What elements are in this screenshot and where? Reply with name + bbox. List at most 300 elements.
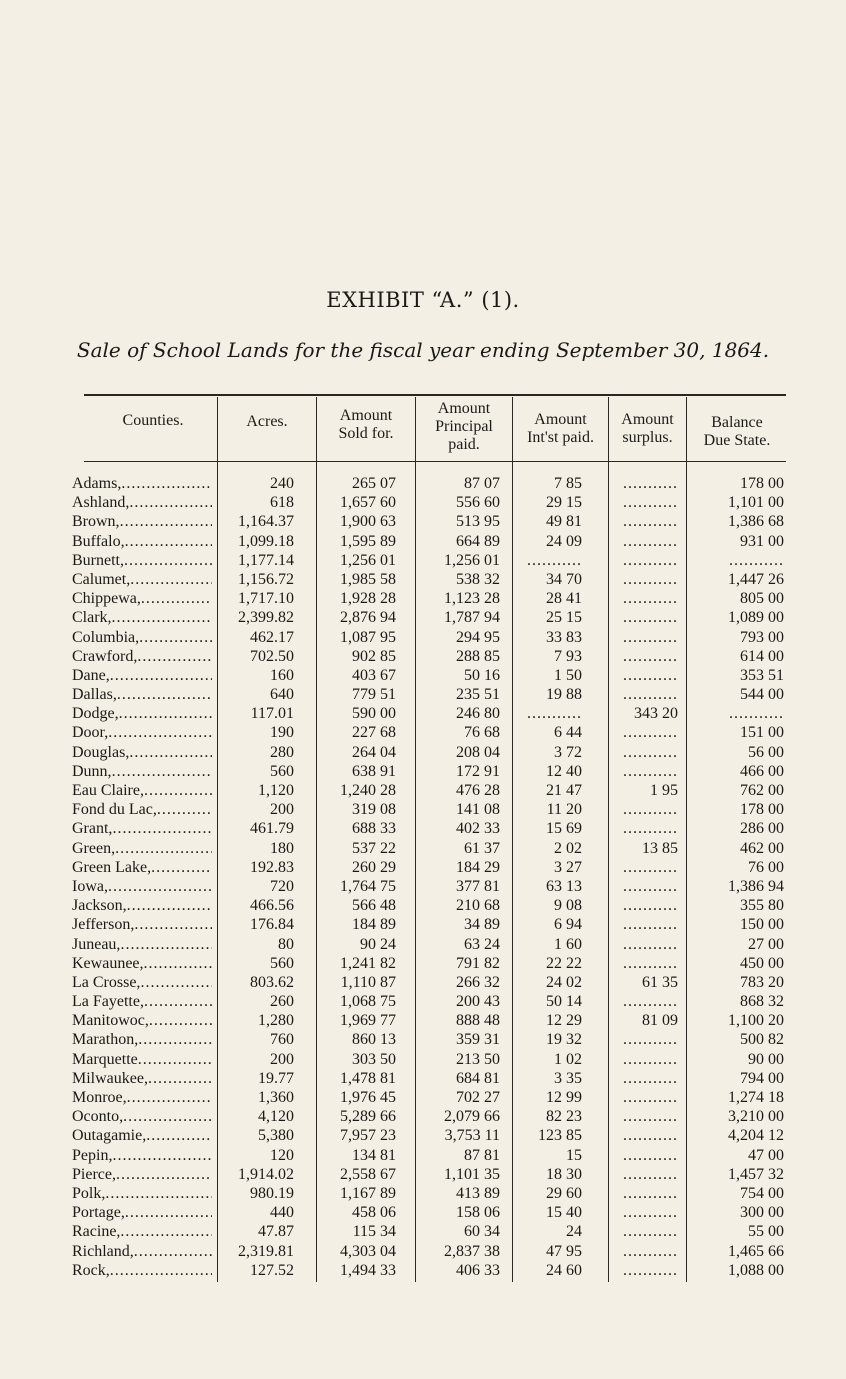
cell-acres: 560 <box>270 954 294 972</box>
cell-balance: 1,457 32 <box>728 1165 784 1183</box>
cell-interest: 19 32 <box>546 1031 582 1049</box>
cell-sold: 590 00 <box>352 705 396 723</box>
table-row <box>0 474 846 493</box>
cell-interest: 15 69 <box>546 820 582 838</box>
cell-acres: 1,280 <box>258 1012 294 1030</box>
table-row <box>0 896 846 915</box>
cell-sold: 1,240 28 <box>340 782 396 799</box>
cell-surplus <box>623 877 678 896</box>
exhibit-title: EXHIBIT “A.” (1). <box>326 288 520 312</box>
cell-acres: 1,164.37 <box>238 513 294 531</box>
cell-interest: 15 40 <box>546 1204 582 1222</box>
cell-sold: 184 89 <box>352 916 396 934</box>
table-row <box>0 1126 846 1145</box>
cell-surplus <box>623 551 678 570</box>
cell-county: Polk, ..... <box>72 1184 212 1203</box>
cell-sold: 688 33 <box>352 820 396 838</box>
cell-surplus <box>623 532 678 551</box>
table-row <box>0 1011 846 1030</box>
cell-balance: 544 00 <box>740 686 784 704</box>
cell-principal: 87 07 <box>464 475 500 492</box>
cell-acres: 1,914.02 <box>238 1165 294 1183</box>
cell-sold: 566 48 <box>352 897 396 915</box>
cell-balance: 55 00 <box>748 1223 784 1241</box>
cell-acres: 190 <box>270 724 294 742</box>
cell-surplus <box>623 685 678 704</box>
cell-principal: 76 68 <box>464 724 500 742</box>
cell-acres: 240 <box>270 475 294 492</box>
cell-surplus <box>623 935 678 954</box>
cell-balance: 462 00 <box>740 839 784 857</box>
cell-principal: 1,787 94 <box>444 609 500 627</box>
cell-county: Dunn, ..... <box>72 762 212 781</box>
table-row <box>0 954 846 973</box>
cell-surplus <box>623 628 678 647</box>
cell-county: Oconto, ..... <box>72 1107 212 1126</box>
cell-interest: 22 22 <box>546 954 582 972</box>
cell-county: Dane, ..... <box>72 666 212 685</box>
cell-acres: 1,156.72 <box>238 570 294 588</box>
cell-sold: 1,241 82 <box>340 954 396 972</box>
cell-interest: 7 93 <box>554 647 582 665</box>
cell-principal: 288 85 <box>456 647 500 665</box>
cell-county: Green Lake, ..... <box>72 858 212 877</box>
cell-sold: 1,068 75 <box>340 993 396 1011</box>
cell-sold: 902 85 <box>352 647 396 665</box>
cell-county: Monroe, ..... <box>72 1088 212 1107</box>
cell-county: Grant, ..... <box>72 819 212 838</box>
cell-acres: 4,120 <box>258 1108 294 1126</box>
cell-sold: 265 07 <box>352 475 396 492</box>
cell-interest: 3 72 <box>554 743 582 761</box>
cell-county: Pepin, ..... <box>72 1146 212 1165</box>
table-row <box>0 608 846 627</box>
cell-county: Adams, ..... <box>72 474 212 493</box>
table-row <box>0 1107 846 1126</box>
cell-acres: 1,360 <box>258 1089 294 1106</box>
cell-balance: 1,386 94 <box>728 877 784 895</box>
cell-sold: 303 50 <box>352 1050 396 1068</box>
cell-sold: 2,876 94 <box>340 609 396 627</box>
table-row <box>0 877 846 896</box>
cell-surplus <box>623 1146 678 1165</box>
cell-interest <box>527 704 582 723</box>
cell-principal: 208 04 <box>456 743 500 761</box>
table-row <box>0 685 846 704</box>
table-row <box>0 1146 846 1165</box>
cell-interest: 12 99 <box>546 1089 582 1106</box>
cell-balance: 56 00 <box>748 743 784 761</box>
cell-principal: 2,837 38 <box>444 1242 500 1260</box>
cell-county: Crawford, ..... <box>72 647 212 666</box>
cell-sold: 638 91 <box>352 762 396 780</box>
cell-balance: 178 00 <box>740 801 784 819</box>
cell-balance: 783 20 <box>740 973 784 991</box>
cell-sold: 1,595 89 <box>340 532 396 550</box>
cell-principal: 402 33 <box>456 820 500 838</box>
cell-sold: 779 51 <box>352 686 396 704</box>
cell-principal: 235 51 <box>456 686 500 704</box>
table-row <box>0 1165 846 1184</box>
cell-balance: 466 00 <box>740 762 784 780</box>
cell-surplus <box>623 992 678 1011</box>
cell-acres: 1,099.18 <box>238 532 294 550</box>
cell-principal: 1,101 35 <box>444 1165 500 1183</box>
cell-surplus: 81 09 <box>642 1012 678 1030</box>
cell-county: Columbia, ..... <box>72 628 212 647</box>
cell-interest: 3 35 <box>554 1069 582 1087</box>
table-row <box>0 512 846 531</box>
cell-interest: 123 85 <box>538 1127 582 1145</box>
cell-interest: 24 <box>566 1223 582 1241</box>
cell-county: Chippewa, ..... <box>72 589 212 608</box>
table-row <box>0 781 846 800</box>
cell-interest: 12 40 <box>546 762 582 780</box>
cell-balance: 355 80 <box>740 897 784 915</box>
cell-acres: 702.50 <box>250 647 294 665</box>
cell-balance: 76 00 <box>748 858 784 876</box>
header-amount-sold: Amount Sold for. <box>338 407 394 442</box>
cell-principal: 87 81 <box>464 1146 500 1164</box>
cell-surplus <box>623 1165 678 1184</box>
cell-acres: 2,399.82 <box>238 609 294 627</box>
header-amount-principal: Amount Principal paid. <box>435 400 493 453</box>
cell-principal: 684 81 <box>456 1069 500 1087</box>
cell-acres: 120 <box>270 1146 294 1164</box>
cell-surplus <box>623 1184 678 1203</box>
cell-acres: 462.17 <box>250 628 294 646</box>
cell-interest: 2 02 <box>554 839 582 857</box>
cell-surplus <box>623 954 678 973</box>
cell-principal: 791 82 <box>456 954 500 972</box>
table-row <box>0 839 846 858</box>
cell-acres: 260 <box>270 993 294 1011</box>
cell-surplus: 1 95 <box>650 782 678 799</box>
cell-sold: 134 81 <box>352 1146 396 1164</box>
cell-acres: 560 <box>270 762 294 780</box>
cell-interest: 1 50 <box>554 666 582 684</box>
cell-sold: 1,110 87 <box>340 973 396 991</box>
cell-surplus <box>623 647 678 666</box>
cell-interest: 6 44 <box>554 724 582 742</box>
cell-acres: 1,177.14 <box>238 551 294 569</box>
cell-surplus <box>623 1242 678 1261</box>
table-row <box>0 493 846 512</box>
cell-acres: 47.87 <box>258 1223 294 1241</box>
cell-acres: 640 <box>270 686 294 704</box>
table-row <box>0 935 846 954</box>
cell-sold: 1,764 75 <box>340 877 396 895</box>
cell-principal: 888 48 <box>456 1012 500 1030</box>
table-row <box>0 666 846 685</box>
cell-sold: 1,167 89 <box>340 1184 396 1202</box>
cell-balance: 614 00 <box>740 647 784 665</box>
cell-sold: 2,558 67 <box>340 1165 396 1183</box>
cell-surplus <box>623 896 678 915</box>
table-row <box>0 1261 846 1280</box>
cell-sold: 1,256 01 <box>340 551 396 569</box>
cell-acres: 440 <box>270 1204 294 1222</box>
cell-sold: 1,900 63 <box>340 513 396 531</box>
cell-county: Ashland, ..... <box>72 493 212 512</box>
cell-acres: 466.56 <box>250 897 294 915</box>
cell-principal: 1,256 01 <box>444 551 500 569</box>
cell-acres: 127.52 <box>250 1261 294 1279</box>
table-body <box>0 474 846 1280</box>
cell-interest: 47 95 <box>546 1242 582 1260</box>
cell-acres: 200 <box>270 1050 294 1068</box>
cell-principal: 538 32 <box>456 570 500 588</box>
cell-county: Door, ..... <box>72 723 212 742</box>
cell-interest: 29 60 <box>546 1184 582 1202</box>
header-amount-surplus: Amount surplus. <box>621 411 674 446</box>
cell-sold: 1,928 28 <box>340 590 396 608</box>
cell-county: Fond du Lac, ..... <box>72 800 212 819</box>
cell-county: Manitowoc, ..... <box>72 1011 212 1030</box>
cell-surplus <box>623 1050 678 1069</box>
cell-county: Jackson, ..... <box>72 896 212 915</box>
table-row <box>0 589 846 608</box>
cell-county: Dallas, ..... <box>72 685 212 704</box>
cell-balance <box>729 551 784 570</box>
cell-surplus <box>623 1030 678 1049</box>
cell-interest: 3 27 <box>554 858 582 876</box>
cell-principal: 61 37 <box>464 839 500 857</box>
cell-county: Burnett, ..... <box>72 551 212 570</box>
cell-interest <box>527 551 582 570</box>
cell-principal: 34 89 <box>464 916 500 934</box>
cell-interest: 28 41 <box>546 590 582 608</box>
cell-surplus: 13 85 <box>642 839 678 857</box>
cell-surplus <box>623 915 678 934</box>
cell-balance: 300 00 <box>740 1204 784 1222</box>
cell-county: Dodge, ..... <box>72 704 212 723</box>
cell-balance: 868 32 <box>740 993 784 1011</box>
header-bottom-rule <box>84 461 786 462</box>
cell-sold: 115 34 <box>352 1223 396 1241</box>
cell-surplus <box>623 1107 678 1126</box>
table-top-rule <box>84 394 786 396</box>
cell-principal: 406 33 <box>456 1261 500 1279</box>
table-row <box>0 762 846 781</box>
cell-interest: 29 15 <box>546 494 582 512</box>
cell-county: Racine, ..... <box>72 1222 212 1241</box>
cell-principal: 172 91 <box>456 762 500 780</box>
table-row <box>0 551 846 570</box>
table-row <box>0 1050 846 1069</box>
cell-acres: 117.01 <box>250 705 294 723</box>
cell-balance: 805 00 <box>740 590 784 608</box>
cell-surplus <box>623 1261 678 1280</box>
table-row <box>0 1242 846 1261</box>
cell-surplus <box>623 570 678 589</box>
cell-balance: 762 00 <box>740 782 784 799</box>
cell-principal: 3,753 11 <box>444 1127 500 1145</box>
cell-balance: 500 82 <box>740 1031 784 1049</box>
cell-surplus <box>623 1069 678 1088</box>
table-row <box>0 532 846 551</box>
cell-interest: 6 94 <box>554 916 582 934</box>
cell-county: La Fayette, ..... <box>72 992 212 1011</box>
table-row <box>0 973 846 992</box>
cell-county: Green, ..... <box>72 839 212 858</box>
cell-surplus <box>623 589 678 608</box>
cell-balance: 931 00 <box>740 532 784 550</box>
cell-balance: 1,089 00 <box>728 609 784 627</box>
header-amount-interest: Amount Int'st paid. <box>527 411 594 446</box>
table-row <box>0 1184 846 1203</box>
cell-acres: 461.79 <box>250 820 294 838</box>
cell-interest: 82 23 <box>546 1108 582 1126</box>
cell-interest: 1 60 <box>554 935 582 953</box>
cell-county: Calumet, ..... <box>72 570 212 589</box>
cell-county: Marathon, ..... <box>72 1030 212 1049</box>
cell-interest: 24 02 <box>546 973 582 991</box>
cell-principal: 141 08 <box>456 801 500 819</box>
cell-principal: 2,079 66 <box>444 1108 500 1126</box>
cell-sold: 1,478 81 <box>340 1069 396 1087</box>
cell-acres: 180 <box>270 839 294 857</box>
cell-county: Brown, ..... <box>72 512 212 531</box>
cell-balance: 1,088 00 <box>728 1261 784 1279</box>
cell-acres: 720 <box>270 877 294 895</box>
cell-county: Jefferson, ..... <box>72 915 212 934</box>
cell-acres: 980.19 <box>250 1184 294 1202</box>
cell-acres: 80 <box>278 935 294 953</box>
cell-balance: 754 00 <box>740 1184 784 1202</box>
cell-balance: 1,101 00 <box>728 494 784 512</box>
cell-county: Juneau, ..... <box>72 935 212 954</box>
cell-principal: 556 60 <box>456 494 500 512</box>
cell-interest: 33 83 <box>546 628 582 646</box>
cell-surplus: 343 20 <box>634 705 678 723</box>
cell-acres: 192.83 <box>250 858 294 876</box>
cell-sold: 1,969 77 <box>340 1012 396 1030</box>
cell-county: Douglas, ..... <box>72 743 212 762</box>
cell-interest: 25 15 <box>546 609 582 627</box>
cell-interest: 24 60 <box>546 1261 582 1279</box>
cell-interest: 21 47 <box>546 782 582 799</box>
cell-acres: 760 <box>270 1031 294 1049</box>
cell-sold: 90 24 <box>360 935 396 953</box>
cell-county: Marquette ..... <box>72 1050 212 1069</box>
cell-principal: 266 32 <box>456 973 500 991</box>
cell-balance: 1,100 20 <box>728 1012 784 1030</box>
cell-sold: 4,303 04 <box>340 1242 396 1260</box>
cell-interest: 49 81 <box>546 513 582 531</box>
header-counties: Counties. <box>122 412 184 429</box>
cell-acres: 160 <box>270 666 294 684</box>
cell-principal: 213 50 <box>456 1050 500 1068</box>
cell-interest: 18 30 <box>546 1165 582 1183</box>
table-row <box>0 1030 846 1049</box>
cell-sold: 403 67 <box>352 666 396 684</box>
cell-acres: 19.77 <box>258 1069 294 1087</box>
cell-balance: 1,465 66 <box>728 1242 784 1260</box>
cell-surplus <box>623 1126 678 1145</box>
cell-balance: 793 00 <box>740 628 784 646</box>
cell-surplus <box>623 1203 678 1222</box>
table-subtitle: Sale of School Lands for the fiscal year ending September 30, 1864. <box>76 338 770 362</box>
cell-balance: 4,204 12 <box>728 1127 784 1145</box>
cell-county: Richland, ..... <box>72 1242 212 1261</box>
cell-sold: 537 22 <box>352 839 396 857</box>
cell-sold: 1,976 45 <box>340 1089 396 1106</box>
table-row <box>0 743 846 762</box>
cell-balance: 151 00 <box>740 724 784 742</box>
cell-county: La Crosse, ..... <box>72 973 212 992</box>
cell-balance: 286 00 <box>740 820 784 838</box>
cell-sold: 1,657 60 <box>340 494 396 512</box>
cell-balance: 90 00 <box>748 1050 784 1068</box>
cell-interest: 24 09 <box>546 532 582 550</box>
table-row <box>0 628 846 647</box>
cell-principal: 60 34 <box>464 1223 500 1241</box>
cell-county: Clark, ..... <box>72 608 212 627</box>
cell-county: Outagamie, ..... <box>72 1126 212 1145</box>
cell-county: Portage, ..... <box>72 1203 212 1222</box>
cell-acres: 280 <box>270 743 294 761</box>
cell-county: Rock, ..... <box>72 1261 212 1280</box>
cell-surplus: 61 35 <box>642 973 678 991</box>
cell-acres: 1,120 <box>258 782 294 799</box>
cell-interest: 11 20 <box>546 801 582 819</box>
cell-surplus <box>623 474 678 493</box>
cell-surplus <box>623 1222 678 1241</box>
cell-acres: 618 <box>270 494 294 512</box>
cell-principal: 50 16 <box>464 666 500 684</box>
cell-surplus <box>623 800 678 819</box>
cell-sold: 5,289 66 <box>340 1108 396 1126</box>
cell-interest: 34 70 <box>546 570 582 588</box>
cell-principal: 1,123 28 <box>444 590 500 608</box>
cell-interest: 7 85 <box>554 475 582 492</box>
table-row <box>0 647 846 666</box>
cell-balance: 178 00 <box>740 475 784 492</box>
cell-acres: 176.84 <box>250 916 294 934</box>
cell-surplus <box>623 1088 678 1107</box>
cell-balance: 1,386 68 <box>728 513 784 531</box>
cell-interest: 19 88 <box>546 686 582 704</box>
cell-balance: 150 00 <box>740 916 784 934</box>
cell-principal: 210 68 <box>456 897 500 915</box>
cell-principal: 702 27 <box>456 1089 500 1106</box>
cell-county: Milwaukee, ..... <box>72 1069 212 1088</box>
cell-principal: 359 31 <box>456 1031 500 1049</box>
cell-surplus <box>623 666 678 685</box>
cell-principal: 513 95 <box>456 513 500 531</box>
cell-interest: 50 14 <box>546 993 582 1011</box>
cell-balance: 47 00 <box>748 1146 784 1164</box>
table-row <box>0 915 846 934</box>
cell-principal: 294 95 <box>456 628 500 646</box>
cell-surplus <box>623 762 678 781</box>
cell-balance: 27 00 <box>748 935 784 953</box>
cell-sold: 227 68 <box>352 724 396 742</box>
cell-county: Pierce, ..... <box>72 1165 212 1184</box>
cell-principal: 63 24 <box>464 935 500 953</box>
cell-acres: 1,717.10 <box>238 590 294 608</box>
cell-sold: 319 08 <box>352 801 396 819</box>
table-row <box>0 723 846 742</box>
table-row <box>0 858 846 877</box>
cell-interest: 1 02 <box>554 1050 582 1068</box>
cell-balance: 1,447 26 <box>728 570 784 588</box>
header-acres: Acres. <box>246 413 288 430</box>
cell-sold: 458 06 <box>352 1204 396 1222</box>
cell-principal: 413 89 <box>456 1184 500 1202</box>
cell-principal: 664 89 <box>456 532 500 550</box>
